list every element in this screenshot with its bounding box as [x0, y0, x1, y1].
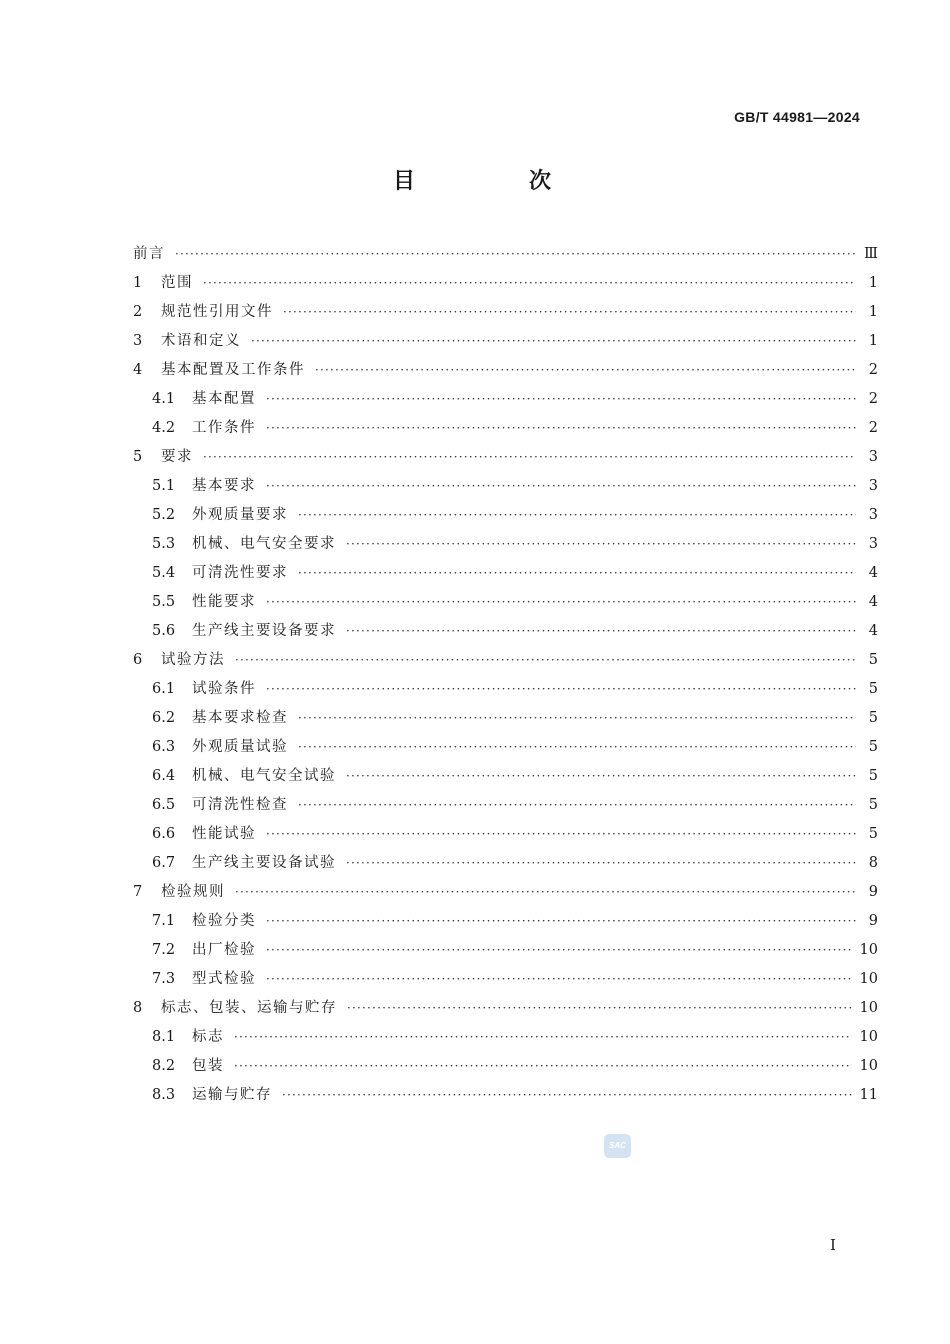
toc-entry[interactable]: [133, 385, 878, 414]
toc-entry-page: 2: [868, 391, 878, 407]
toc-entry[interactable]: [133, 559, 878, 588]
toc-entry-number: 5.5: [152, 594, 176, 610]
toc-entry-label: 试验方法: [161, 652, 225, 668]
toc-entry-page: 5: [868, 797, 878, 813]
toc-entry-number: 6.5: [152, 797, 176, 813]
toc-entry[interactable]: [133, 820, 878, 849]
toc-entry-label: 标志、包装、运输与贮存: [161, 1000, 337, 1016]
toc-entry-number: 3: [133, 333, 143, 349]
toc-entry[interactable]: [133, 356, 878, 385]
toc-entry-label: 标志: [192, 1029, 224, 1045]
toc-dot-leader: [234, 1023, 852, 1052]
toc-entry[interactable]: [133, 472, 878, 501]
toc-entry[interactable]: [133, 646, 878, 675]
toc-entry[interactable]: [133, 588, 878, 617]
toc-entry-number: 6.6: [152, 826, 176, 842]
toc-entry-number: 7: [133, 884, 143, 900]
toc-dot-leader: [175, 240, 856, 269]
toc-entry-page: 1: [868, 304, 878, 320]
toc-entry[interactable]: [133, 1052, 878, 1081]
toc-entry-label: 机械、电气安全要求: [192, 536, 336, 552]
toc-dot-leader: [266, 472, 856, 501]
toc-entry-label: 机械、电气安全试验: [192, 768, 336, 784]
toc-entry-number: 4.1: [152, 391, 176, 407]
toc-entry[interactable]: [133, 936, 878, 965]
toc-entry[interactable]: [133, 733, 878, 762]
standard-code: GB/T 44981—2024: [734, 109, 860, 125]
toc-entry-page: 5: [868, 768, 878, 784]
sac-watermark-logo: SAC: [604, 1134, 631, 1158]
footer-page-number: I: [830, 1236, 836, 1254]
toc-entry-page: 11: [859, 1087, 878, 1103]
toc-dot-leader: [266, 820, 856, 849]
toc-entry-label: 范围: [161, 275, 193, 291]
toc-entry-page: 8: [868, 855, 878, 871]
toc-entry-page: 1: [868, 275, 878, 291]
toc-entry[interactable]: [133, 617, 878, 646]
toc-dot-leader: [266, 675, 856, 704]
toc-dot-leader: [251, 327, 856, 356]
toc-entry-number: 4: [133, 362, 143, 378]
toc-entry-label: 外观质量试验: [192, 739, 288, 755]
toc-entry-number: 5.3: [152, 536, 176, 552]
toc-dot-leader: [266, 907, 856, 936]
toc-dot-leader: [298, 733, 856, 762]
toc-dot-leader: [235, 878, 856, 907]
toc-entry-page: 5: [868, 826, 878, 842]
toc-entry-page: 10: [859, 971, 878, 987]
toc-entry-label: 生产线主要设备要求: [192, 623, 336, 639]
toc-entry-label: 要求: [161, 449, 193, 465]
toc-entry[interactable]: [133, 1023, 878, 1052]
toc-entry-page: 3: [868, 536, 878, 552]
toc-entry-page: 2: [868, 362, 878, 378]
toc-entry-number: 7.3: [152, 971, 176, 987]
toc-entry-page: 3: [868, 478, 878, 494]
toc-entry[interactable]: [133, 704, 878, 733]
toc-entry-number: 8.3: [152, 1087, 176, 1103]
toc-entry-label: 包装: [192, 1058, 224, 1074]
toc-entry[interactable]: [133, 762, 878, 791]
toc-entry-number: 5.4: [152, 565, 176, 581]
toc-dot-leader: [266, 588, 856, 617]
toc-entry-label: 基本要求: [192, 478, 256, 494]
toc-entry[interactable]: [133, 414, 878, 443]
toc-entry-label: 检验规则: [161, 884, 225, 900]
toc-dot-leader: [346, 849, 856, 878]
toc-entry[interactable]: [133, 530, 878, 559]
toc-dot-leader: [266, 385, 856, 414]
toc-dot-leader: [234, 1052, 852, 1081]
toc-entry-label: 出厂检验: [192, 942, 256, 958]
toc-entry-number: 5.1: [152, 478, 176, 494]
table-of-contents: [133, 240, 878, 1110]
toc-entry[interactable]: [133, 240, 878, 269]
toc-entry[interactable]: [133, 878, 878, 907]
toc-entry-page: 5: [868, 739, 878, 755]
toc-entry-label: 性能要求: [192, 594, 256, 610]
toc-entry-label: 生产线主要设备试验: [192, 855, 336, 871]
toc-dot-leader: [282, 1081, 852, 1110]
toc-entry-page: 4: [868, 565, 878, 581]
toc-entry-label: 外观质量要求: [192, 507, 288, 523]
toc-dot-leader: [298, 559, 856, 588]
toc-dot-leader: [203, 443, 856, 472]
toc-entry[interactable]: [133, 849, 878, 878]
toc-dot-leader: [283, 298, 856, 327]
toc-entry-page: 1: [868, 333, 878, 349]
toc-entry[interactable]: [133, 965, 878, 994]
toc-entry-number: 6.1: [152, 681, 176, 697]
toc-entry-page: 4: [868, 623, 878, 639]
toc-dot-leader: [266, 936, 852, 965]
toc-entry-label: 运输与贮存: [192, 1087, 272, 1103]
toc-entry-page: 10: [859, 1000, 878, 1016]
toc-entry-page: Ⅲ: [864, 246, 878, 262]
toc-entry-page: 5: [868, 681, 878, 697]
toc-entry-number: 2: [133, 304, 143, 320]
toc-entry-page: 3: [868, 507, 878, 523]
toc-entry-label: 试验条件: [192, 681, 256, 697]
toc-entry-number: 1: [133, 275, 143, 291]
toc-entry-page: 3: [868, 449, 878, 465]
toc-entry-label: 基本要求检查: [192, 710, 288, 726]
toc-dot-leader: [346, 762, 856, 791]
toc-dot-leader: [298, 501, 856, 530]
toc-dot-leader: [203, 269, 856, 298]
toc-entry-label: 术语和定义: [161, 333, 241, 349]
toc-entry-page: 9: [868, 884, 878, 900]
toc-dot-leader: [346, 617, 856, 646]
toc-entry-page: 10: [859, 1058, 878, 1074]
toc-entry-number: 8: [133, 1000, 143, 1016]
toc-entry-number: 8.1: [152, 1029, 176, 1045]
toc-entry[interactable]: [133, 269, 878, 298]
toc-entry-number: 8.2: [152, 1058, 176, 1074]
toc-entry-label: 基本配置: [192, 391, 256, 407]
toc-entry[interactable]: [133, 907, 878, 936]
toc-entry-label: 型式检验: [192, 971, 256, 987]
toc-entry-page: 4: [868, 594, 878, 610]
toc-entry-number: 5.2: [152, 507, 176, 523]
toc-entry-label: 可清洗性要求: [192, 565, 288, 581]
toc-entry-label: 工作条件: [192, 420, 256, 436]
toc-entry-page: 9: [868, 913, 878, 929]
toc-entry-page: 10: [859, 942, 878, 958]
toc-entry[interactable]: [133, 443, 878, 472]
page-title: 目 次: [392, 169, 597, 194]
toc-entry-number: 6: [133, 652, 143, 668]
toc-dot-leader: [235, 646, 856, 675]
toc-entry-label: 性能试验: [192, 826, 256, 842]
toc-entry-number: 6.7: [152, 855, 176, 871]
toc-entry[interactable]: [133, 327, 878, 356]
toc-entry-page: 5: [868, 710, 878, 726]
toc-dot-leader: [347, 994, 852, 1023]
toc-dot-leader: [298, 791, 856, 820]
toc-entry-number: 6.2: [152, 710, 176, 726]
toc-entry[interactable]: [133, 298, 878, 327]
toc-entry-number: 6.4: [152, 768, 176, 784]
toc-entry-number: 7.2: [152, 942, 176, 958]
toc-entry[interactable]: [133, 501, 878, 530]
toc-entry[interactable]: [133, 1081, 878, 1110]
toc-dot-leader: [266, 414, 856, 443]
toc-dot-leader: [346, 530, 856, 559]
toc-entry[interactable]: [133, 791, 878, 820]
toc-entry-page: 10: [859, 1029, 878, 1045]
toc-dot-leader: [266, 965, 852, 994]
toc-entry-label: 可清洗性检查: [192, 797, 288, 813]
toc-entry-number: 5: [133, 449, 143, 465]
toc-entry-label: 检验分类: [192, 913, 256, 929]
toc-entry-number: 5.6: [152, 623, 176, 639]
toc-entry-number: 7.1: [152, 913, 176, 929]
toc-entry[interactable]: [133, 675, 878, 704]
toc-dot-leader: [315, 356, 856, 385]
toc-entry[interactable]: [133, 994, 878, 1023]
toc-entry-number: 6.3: [152, 739, 176, 755]
toc-entry-number: 4.2: [152, 420, 176, 436]
toc-entry-page: 5: [868, 652, 878, 668]
toc-entry-label: 基本配置及工作条件: [161, 362, 305, 378]
toc-entry-label: 前言: [133, 246, 165, 262]
toc-dot-leader: [298, 704, 856, 733]
toc-entry-label: 规范性引用文件: [161, 304, 273, 320]
toc-entry-page: 2: [868, 420, 878, 436]
